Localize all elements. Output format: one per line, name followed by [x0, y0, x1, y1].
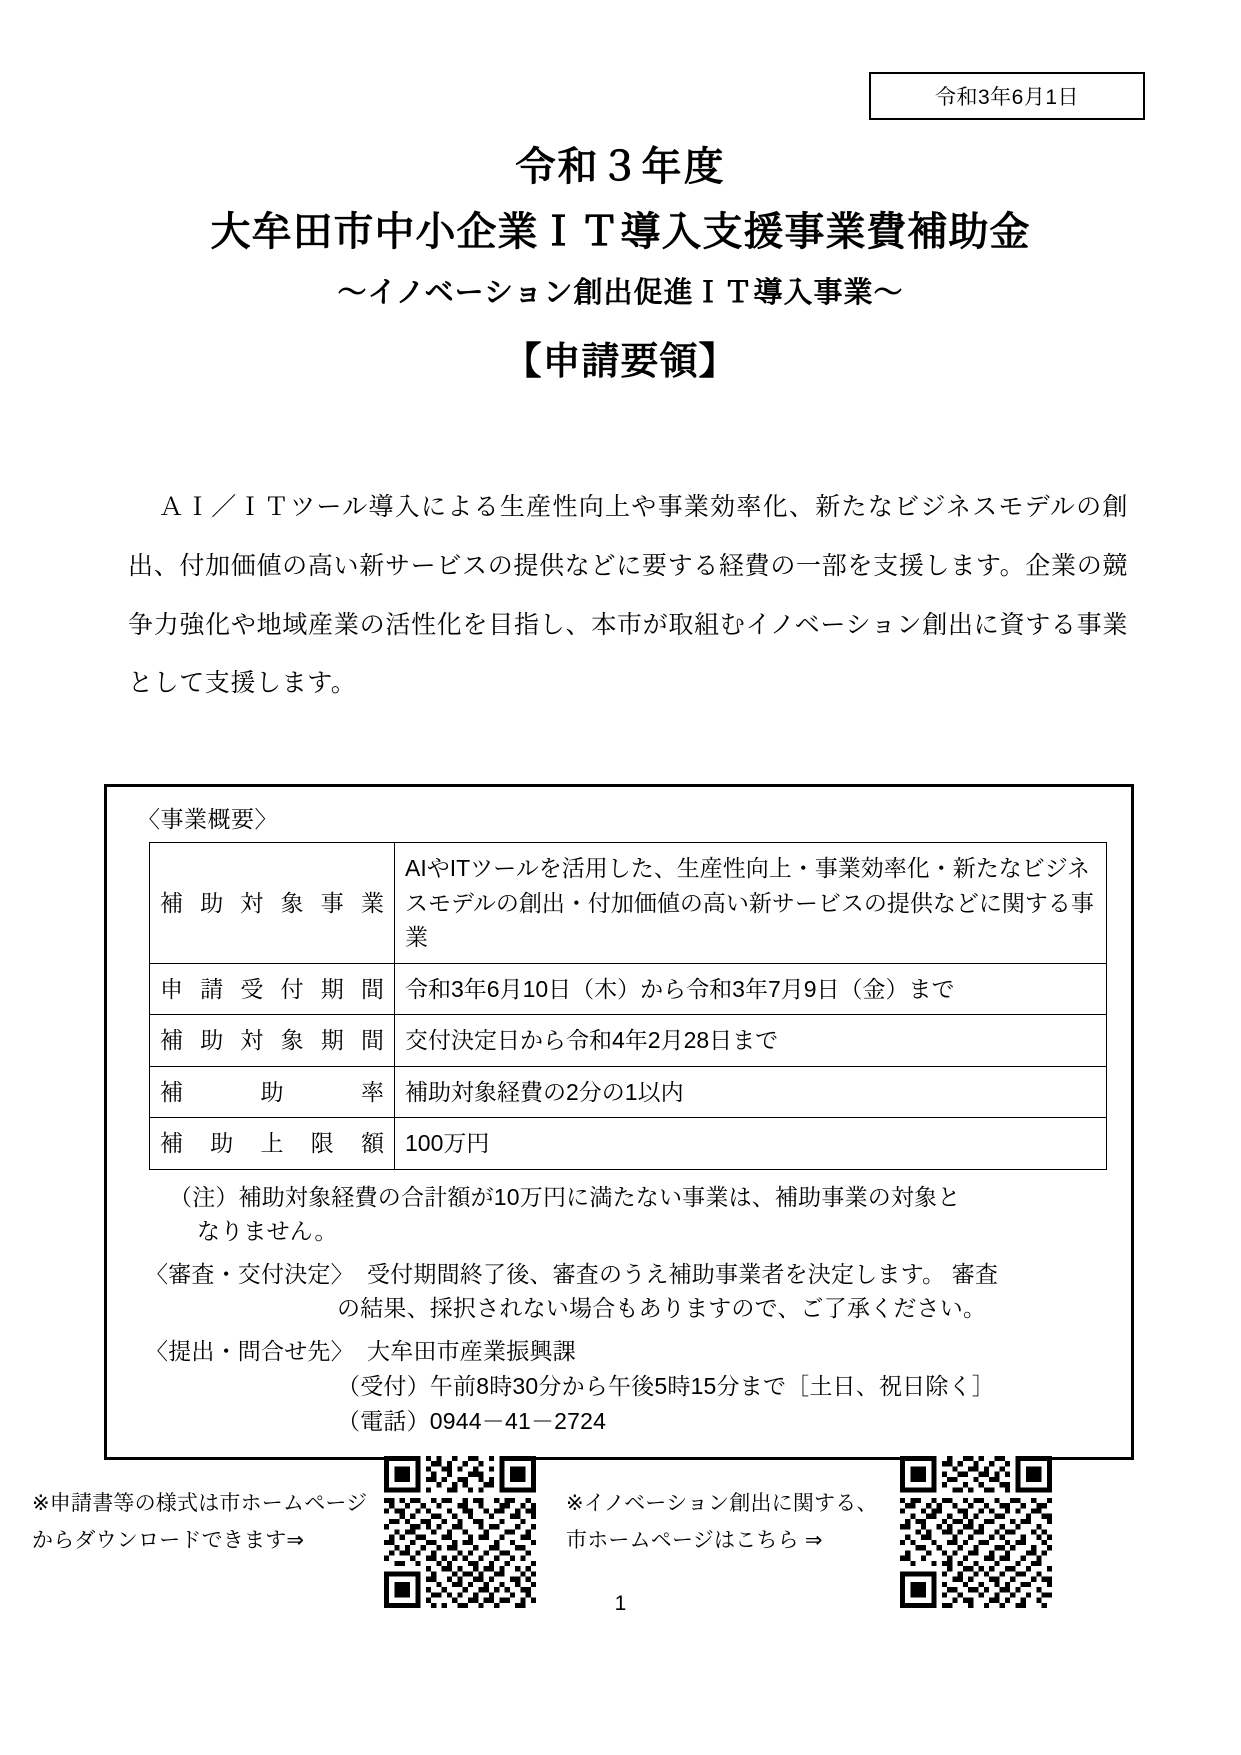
review-key: 〈審査・交付決定〉 [145, 1260, 354, 1287]
contact-hours: （受付）午前8時30分から午後5時15分まで［土日、祝日除く］ [337, 1373, 995, 1400]
contact-key: 〈提出・問合せ先〉 [145, 1338, 354, 1365]
table-row-label: 補助対象期間 [150, 1015, 395, 1067]
overview-table [149, 842, 1107, 1170]
page-title-bracket: 【申請要領】 [503, 340, 738, 383]
qr-note-right-line1: ※イノベーション創出に関する、 [566, 1492, 878, 1515]
intro-paragraph [128, 478, 1128, 713]
qr-code-application-forms[interactable] [384, 1456, 536, 1608]
overview-note-line2: なりません。 [197, 1218, 338, 1244]
title-block [0, 140, 1241, 385]
table-row-label: 補助対象事業 [150, 843, 395, 964]
table-row-value: AIやITツールを活用した、生産性向上・事業効率化・新たなビジネスモデルの創出・付加価値の高い新サービスの提供などに関する事業 [395, 843, 1107, 964]
date-badge-text: 令和3年6月1日 [934, 86, 1080, 109]
review-text1: 受付期間終了後、審査のうえ補助事業者を決定します。 審査 [367, 1260, 999, 1287]
table-row-value: 100万円 [395, 1118, 1107, 1170]
overview-box [104, 784, 1134, 1460]
table-row-label: 申請受付期間 [150, 963, 395, 1015]
qr-note-left [32, 1486, 372, 1560]
table-row-value: 交付決定日から令和4年2月28日まで [395, 1015, 1107, 1067]
page-title-sub: ～イノベーション創出促進ＩＴ導入事業～ [337, 277, 904, 309]
intro-text: ＡＩ／ＩＴツール導入による生産性向上や事業効率化、新たなビジネスモデルの創出、付加価値の高い新サービスの提供などに要する経費の一部を支援します。企業の競争力強化や地域産業の活性化を目指し、本市が取組むイノベーション創出に資する事業として支援します。 [128, 493, 1128, 698]
overview-heading: 〈事業概要〉 [137, 806, 278, 832]
page-title-year: 令和３年度 [515, 145, 726, 189]
table-row [150, 843, 1107, 964]
review-line2: の結果、採択されない場合もありますので、ご了承ください。 [337, 1295, 987, 1322]
overview-note [149, 1180, 1115, 1249]
table-row-label: 補助率 [150, 1066, 395, 1118]
contact-line1 [145, 1334, 1115, 1369]
review-section [145, 1257, 1115, 1327]
table-row [150, 1118, 1107, 1170]
table-row-label: 補助上限額 [150, 1118, 395, 1170]
contact-section [145, 1334, 1115, 1439]
page-number: 1 [614, 1592, 627, 1615]
contact-phone: （電話）0944－41－2724 [337, 1408, 607, 1435]
contact-dept: 大牟田市産業振興課 [367, 1338, 576, 1365]
qr-note-right-line2: 市ホームページはこちら ⇒ [566, 1528, 823, 1552]
qr-code-innovation-page[interactable] [900, 1456, 1052, 1608]
qr-note-left-line1: ※申請書等の様式は市ホームページ [32, 1492, 368, 1515]
table-row [150, 1066, 1107, 1118]
qr-note-right [566, 1486, 896, 1560]
overview-note-line1: （注）補助対象経費の合計額が10万円に満たない事業は、補助事業の対象と [169, 1183, 961, 1210]
review-line1 [145, 1257, 1115, 1292]
table-row [150, 1015, 1107, 1067]
table-row-value: 補助対象経費の2分の1以内 [395, 1066, 1107, 1118]
page-title-main: 大牟田市中小企業ＩＴ導入支援事業費補助金 [210, 210, 1031, 254]
table-row [150, 963, 1107, 1015]
qr-note-left-line2: からダウンロードできます⇒ [32, 1528, 305, 1552]
table-row-value: 令和3年6月10日（木）から令和3年7月9日（金）まで [395, 963, 1107, 1015]
date-badge [869, 72, 1145, 120]
